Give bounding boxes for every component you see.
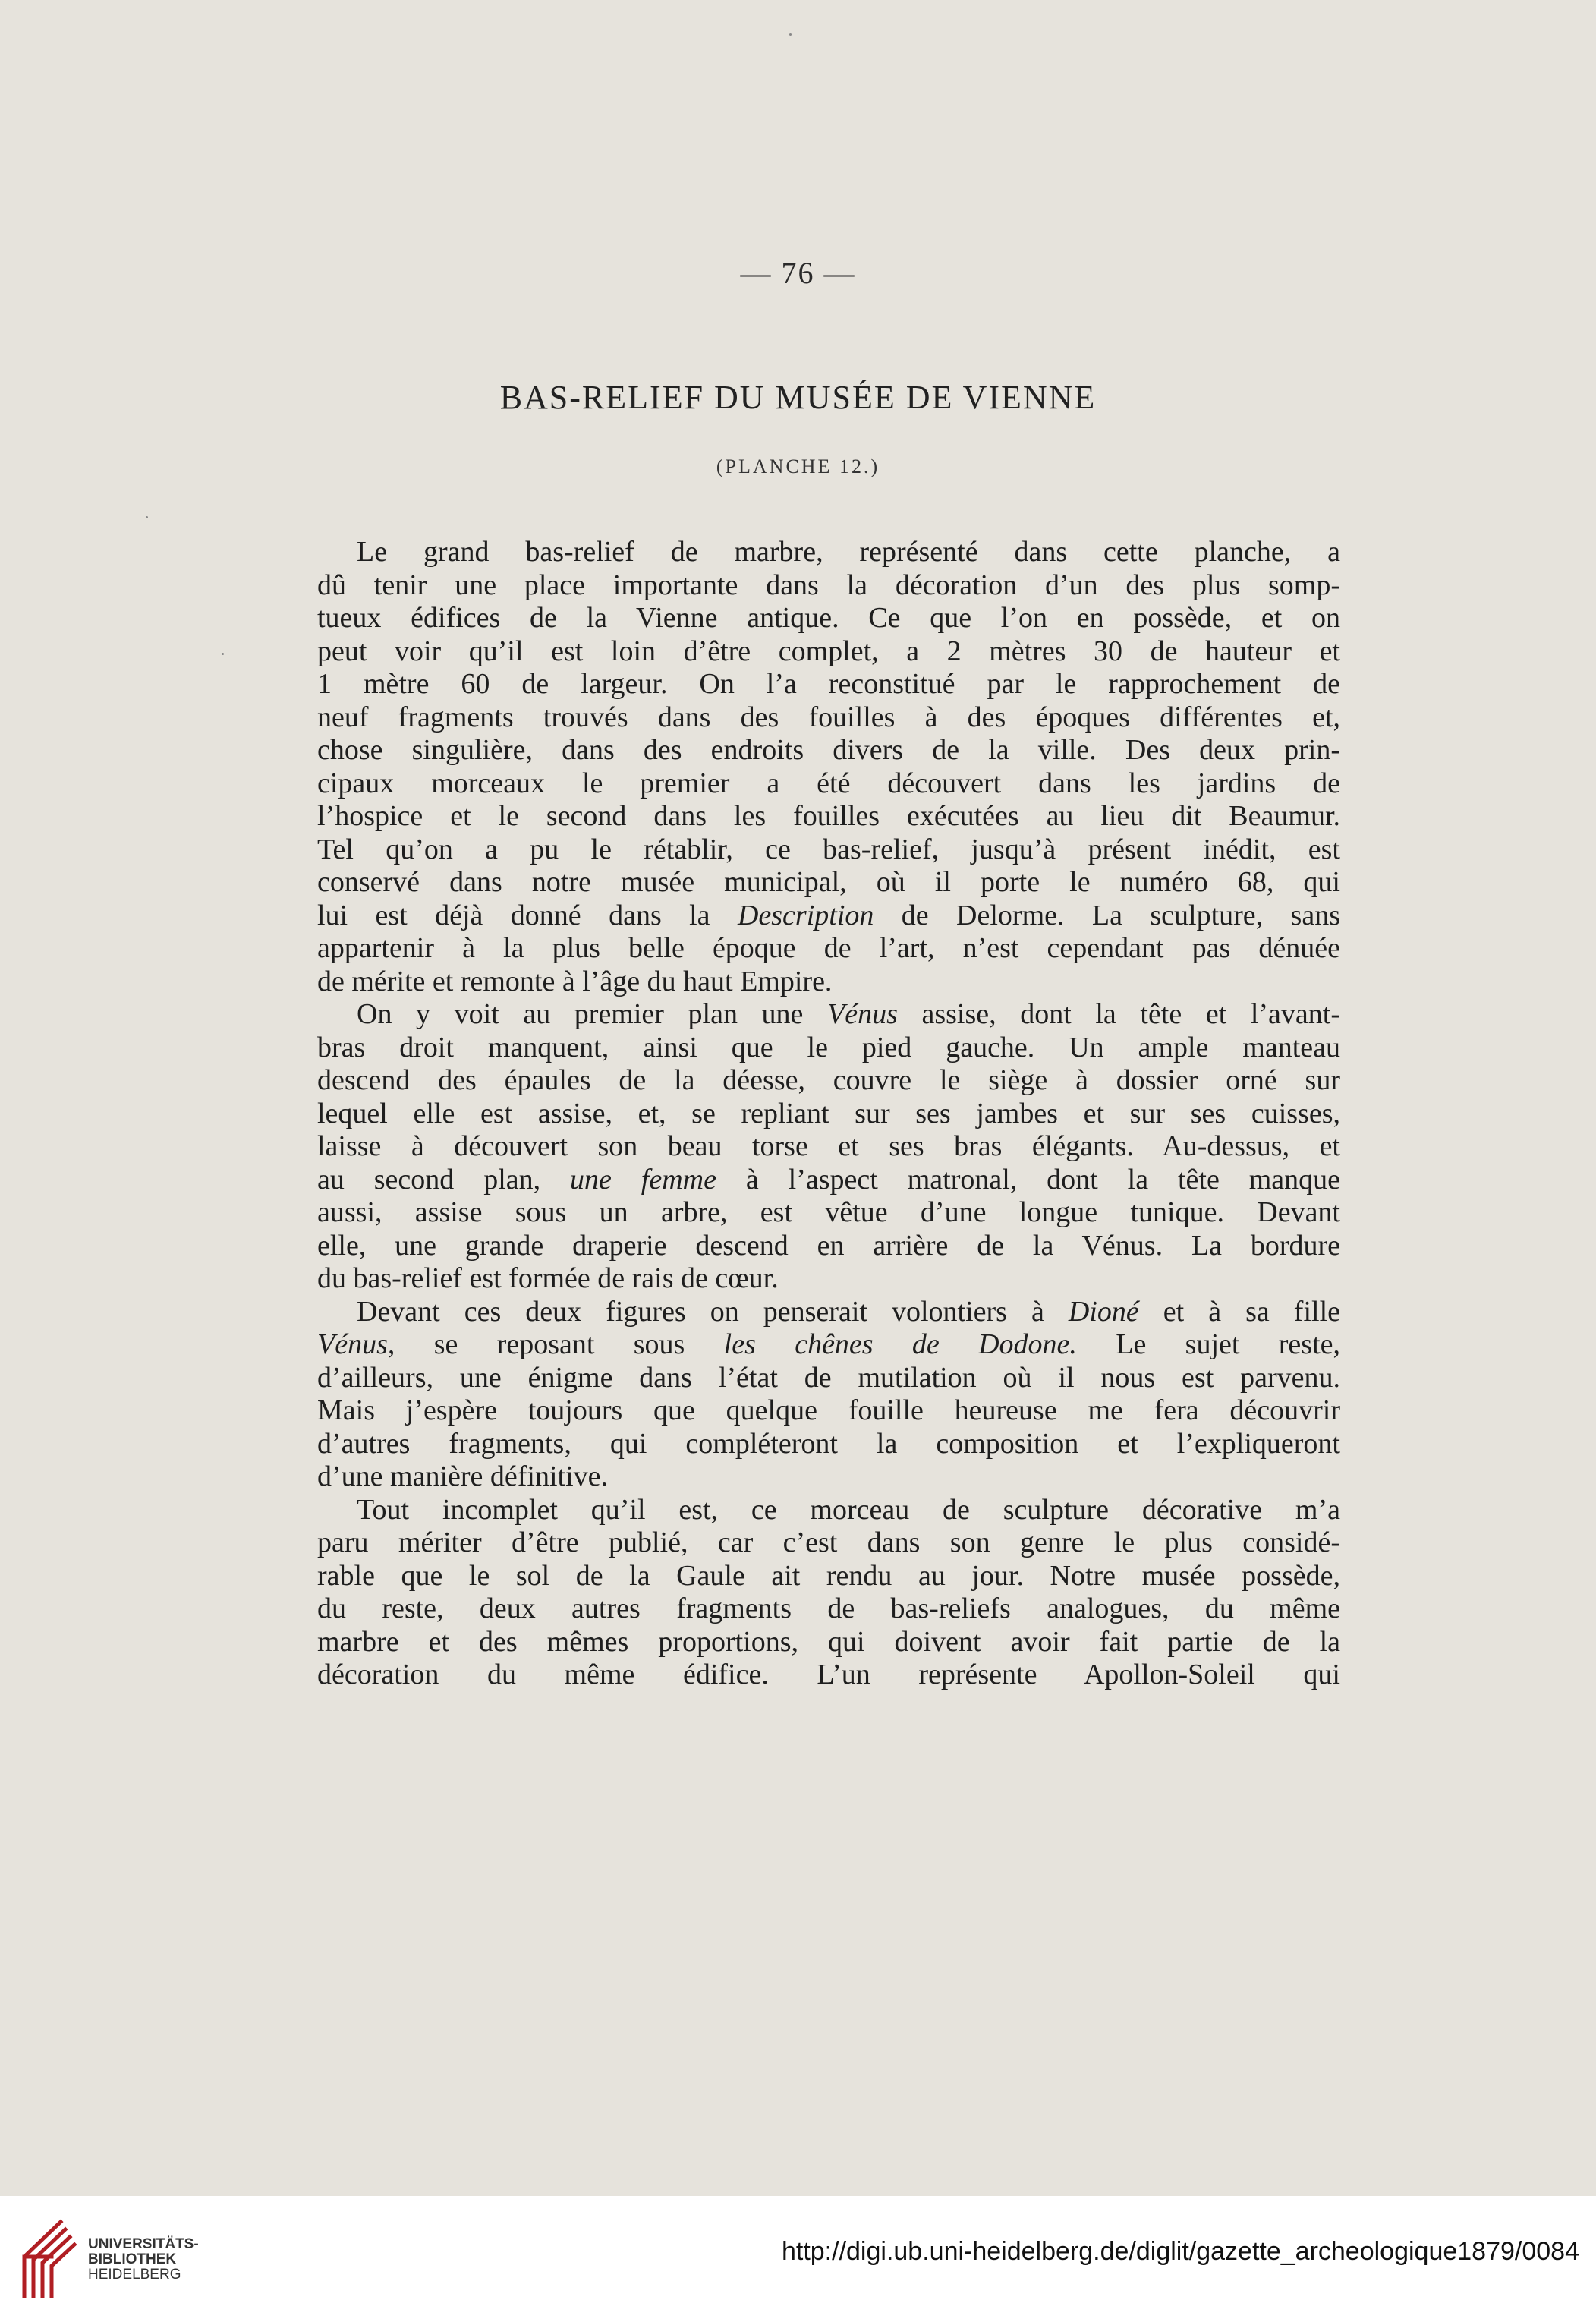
text-segment: laisse à découvert son beau torse et ses bras élégants. Au-dessus, et (317, 1130, 1340, 1162)
text-line (317, 1032, 1340, 1065)
text-segment: marbre et des mêmes proportions, qui doivent avoir fait partie de la (317, 1625, 1340, 1658)
library-name-line1: UNIVERSITÄTS- (88, 2236, 199, 2252)
article-body (317, 536, 1340, 1692)
page-number: — 76 — (740, 256, 856, 290)
footer-bar (0, 2196, 1596, 2322)
text-segment: 1 mètre 60 de largeur. On l’a reconstitué par le rapprochement de (317, 668, 1340, 700)
text-segment: et à sa fille (1138, 1295, 1340, 1328)
text-segment: On y voit au premier plan une (357, 998, 828, 1030)
library-name-line3: HEIDELBERG (88, 2267, 181, 2283)
text-segment: paru mériter d’être publié, car c’est dans son genre le plus considé- (317, 1526, 1340, 1558)
text-line (317, 602, 1340, 635)
scan-speck (789, 33, 792, 36)
text-line (317, 1098, 1340, 1131)
text-segment: peut voir qu’il est loin d’être complet, a 2 mètres 30 de hauteur et (317, 635, 1340, 667)
library-name (88, 2237, 199, 2283)
text-segment: Le sujet reste, (1076, 1328, 1340, 1360)
text-segment: d’ailleurs, une énigme dans l’état de mutilation où il nous est parvenu. (317, 1361, 1340, 1394)
university-library-logo-icon (17, 2211, 80, 2301)
text-segment: dû tenir une place importante dans la décoration d’un des plus somp- (317, 569, 1340, 601)
text-segment: elle, une grande draperie descend en arrière de la Vénus. La bordure (317, 1229, 1340, 1262)
scan-speck (146, 516, 148, 518)
text-line (317, 1394, 1340, 1428)
text-line (317, 1659, 1340, 1692)
text-line (317, 1428, 1340, 1461)
text-line (317, 1626, 1340, 1659)
text-line (317, 833, 1340, 867)
italic-text: Vénus (827, 998, 898, 1030)
text-segment: rable que le sol de la Gaule ait rendu au jour. Notre musée possède, (317, 1559, 1340, 1592)
text-line (317, 1494, 1340, 1527)
italic-text: les chênes de Dodone. (723, 1328, 1077, 1360)
text-line (317, 1296, 1340, 1329)
text-segment: aussi, assise sous un arbre, est vêtue d’une longue tunique. Devant (317, 1196, 1340, 1228)
text-segment: Devant ces deux figures on penserait volontiers à (357, 1295, 1069, 1328)
text-line (317, 635, 1340, 669)
text-segment: appartenir à la plus belle époque de l’art, n’est cependant pas dénuée (317, 932, 1340, 964)
text-line (317, 1560, 1340, 1593)
text-line (317, 536, 1340, 569)
text-segment: bras droit manquent, ainsi que le pied gauche. Un ample manteau (317, 1031, 1340, 1063)
text-segment: au second plan, (317, 1163, 571, 1196)
text-line (317, 899, 1340, 933)
text-line (317, 668, 1340, 701)
plate-reference: (PLANCHE 12.) (716, 455, 880, 477)
italic-text: Dioné (1068, 1295, 1139, 1328)
text-segment: cipaux morceaux le premier a été découvert dans les jardins de (317, 767, 1340, 799)
text-segment: tueux édifices de la Vienne antique. Ce que l’on en possède, et on (317, 602, 1340, 634)
text-segment: d’autres fragments, qui compléteront la composition et l’expliqueront (317, 1427, 1340, 1460)
text-segment: à l’aspect matronal, dont la tête manque (716, 1163, 1341, 1196)
text-line (317, 1362, 1340, 1395)
text-segment: conservé dans notre musée municipal, où il porte le numéro 68, qui (317, 866, 1340, 898)
text-line (317, 701, 1340, 735)
text-segment: du bas-relief est formée de rais de cœur. (317, 1262, 779, 1294)
source-url[interactable]: http://digi.ub.uni-heidelberg.de/diglit/gazette_archeologique1879/0084 (781, 2237, 1579, 2266)
text-line (317, 1196, 1340, 1230)
text-line (317, 966, 1340, 999)
text-segment: Tout incomplet qu’il est, ce morceau de sculpture décorative m’a (357, 1493, 1340, 1526)
text-segment: Le grand bas-relief de marbre, représenté dans cette planche, a (357, 536, 1340, 568)
text-line (317, 1064, 1340, 1098)
text-segment: décoration du même édifice. L’un représente Apollon-Soleil qui (317, 1659, 1340, 1690)
text-segment: de Delorme. La sculpture, sans (874, 899, 1341, 931)
text-line (317, 1593, 1340, 1626)
text-segment: Tel qu’on a pu le rétablir, ce bas-relief, jusqu’à présent inédit, est (317, 833, 1340, 865)
text-segment: chose singulière, dans des endroits divers de la ville. Des deux prin- (317, 734, 1340, 766)
text-line (317, 1526, 1340, 1560)
text-line (317, 932, 1340, 966)
text-line (317, 569, 1340, 603)
text-line (317, 1230, 1340, 1263)
text-line (317, 767, 1340, 801)
text-line (317, 1262, 1340, 1296)
text-line (317, 1130, 1340, 1164)
text-segment: assise, dont la tête et l’avant- (897, 998, 1340, 1030)
text-segment: se reposant sous (395, 1328, 724, 1360)
text-line (317, 866, 1340, 899)
text-segment: du reste, deux autres fragments de bas-reliefs analogues, du même (317, 1593, 1340, 1624)
italic-text: Vénus, (317, 1328, 395, 1360)
article-title: BAS-RELIEF DU MUSÉE DE VIENNE (499, 379, 1097, 416)
text-segment: neuf fragments trouvés dans des fouilles à des époques différentes et, (317, 701, 1340, 733)
italic-text: une femme (570, 1163, 716, 1196)
text-line (317, 1328, 1340, 1362)
text-segment: descend des épaules de la déesse, couvre le siège à dossier orné sur (317, 1064, 1340, 1096)
scan-speck (222, 653, 224, 655)
text-line (317, 1460, 1340, 1494)
text-segment: de mérite et remonte à l’âge du haut Empire. (317, 965, 833, 997)
text-segment: lui est déjà donné dans la (317, 899, 738, 931)
italic-text: Description (737, 899, 874, 931)
text-line (317, 1164, 1340, 1197)
text-segment: d’une manière définitive. (317, 1460, 609, 1492)
text-line (317, 800, 1340, 833)
text-segment: lequel elle est assise, et, se repliant sur ses jambes et sur ses cuisses, (317, 1097, 1340, 1129)
text-line (317, 998, 1340, 1032)
text-segment: Mais j’espère toujours que quelque fouille heureuse me fera découvrir (317, 1394, 1340, 1426)
library-name-line2: BIBLIOTHEK (88, 2251, 177, 2267)
text-segment: l’hospice et le second dans les fouilles exécutées au lieu dit Beaumur. (317, 800, 1340, 832)
text-line (317, 734, 1340, 767)
